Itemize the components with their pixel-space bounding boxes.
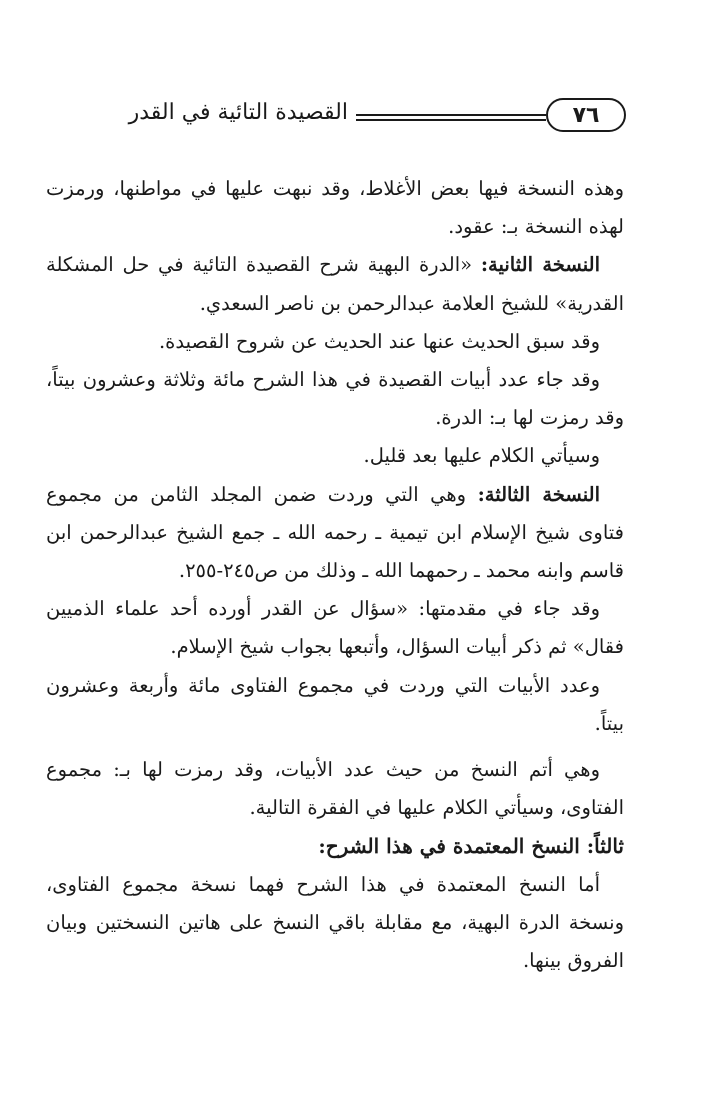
paragraph-text: وعدد الأبيات التي وردت في مجموع الفتاوى مائة وأربعة وعشرون بيتاً.: [46, 673, 624, 735]
paragraph-5: [46, 437, 624, 475]
paragraph-text: وسيأتي الكلام عليها بعد قليل.: [363, 444, 600, 468]
paragraph-text: وهي التي وردت ضمن المجلد الثامن من مجموع فتاوى شيخ الإسلام ابن تيمية ـ رحمه الله ـ جمع الشيخ عبدالرحمن ابن قاسم وابنه محمد ـ رحمهما الله ـ وذلك من ص٢٤٥-٢٥٥.: [46, 482, 624, 583]
paragraph-8: [46, 667, 624, 743]
paragraph-lead: النسخة الثالثة:: [477, 482, 600, 506]
paragraph-4: [46, 361, 624, 437]
paragraph-7: [46, 590, 624, 666]
page-body: [46, 170, 624, 980]
paragraph-text: وقد سبق الحديث عنها عند الحديث عن شروح القصيدة.: [158, 329, 600, 353]
section-heading: ثالثاً: النسخ المعتمدة في هذا الشرح:: [318, 834, 624, 859]
paragraph-2: [46, 246, 624, 322]
paragraph-text: وهذه النسخة فيها بعض الأغلاط، وقد نبهت عليها في مواطنها، ورمزت لهذه النسخة بـ: عقود.: [46, 177, 624, 239]
paragraph-3: [46, 323, 624, 361]
header-double-rule: [356, 114, 546, 121]
paragraph-text: وقد جاء عدد أبيات القصيدة في هذا الشرح مائة وثلاثة وعشرون بيتاً، وقد رمزت لها بـ: الدرة.: [46, 368, 624, 430]
paragraph-lead: النسخة الثانية:: [480, 253, 601, 277]
paragraph-text: وقد جاء في مقدمتها: «سؤال عن القدر أورده أحد علماء الذميين فقال» ثم ذكر أبيات السؤال، وأتبعها بجواب شيخ الإسلام.: [46, 597, 624, 659]
paragraph-text: وهي أتم النسخ من حيث عدد الأبيات، وقد رمزت لها بـ: مجموع الفتاوى، وسيأتي الكلام عليها في الفقرة التالية.: [46, 758, 624, 820]
paragraph-text: «الدرة البهية شرح القصيدة التائية في حل المشكلة القدرية» للشيخ العلامة عبدالرحمن بن ناصر السعدي.: [46, 253, 624, 315]
running-title: القصيدة التائية في القدر: [128, 100, 348, 125]
paragraph-1: [46, 170, 624, 246]
page-header: [30, 96, 626, 140]
paragraph-9: [46, 751, 624, 827]
paragraph-6: [46, 476, 624, 591]
page-number: ٧٦: [546, 98, 626, 132]
closing-paragraph: أما النسخ المعتمدة في هذا الشرح فهما نسخة مجموع الفتاوى، ونسخة الدرة البهية، مع مقابلة باقي النسخ على هاتين النسختين وبيان الفروق بينها.: [46, 872, 624, 973]
